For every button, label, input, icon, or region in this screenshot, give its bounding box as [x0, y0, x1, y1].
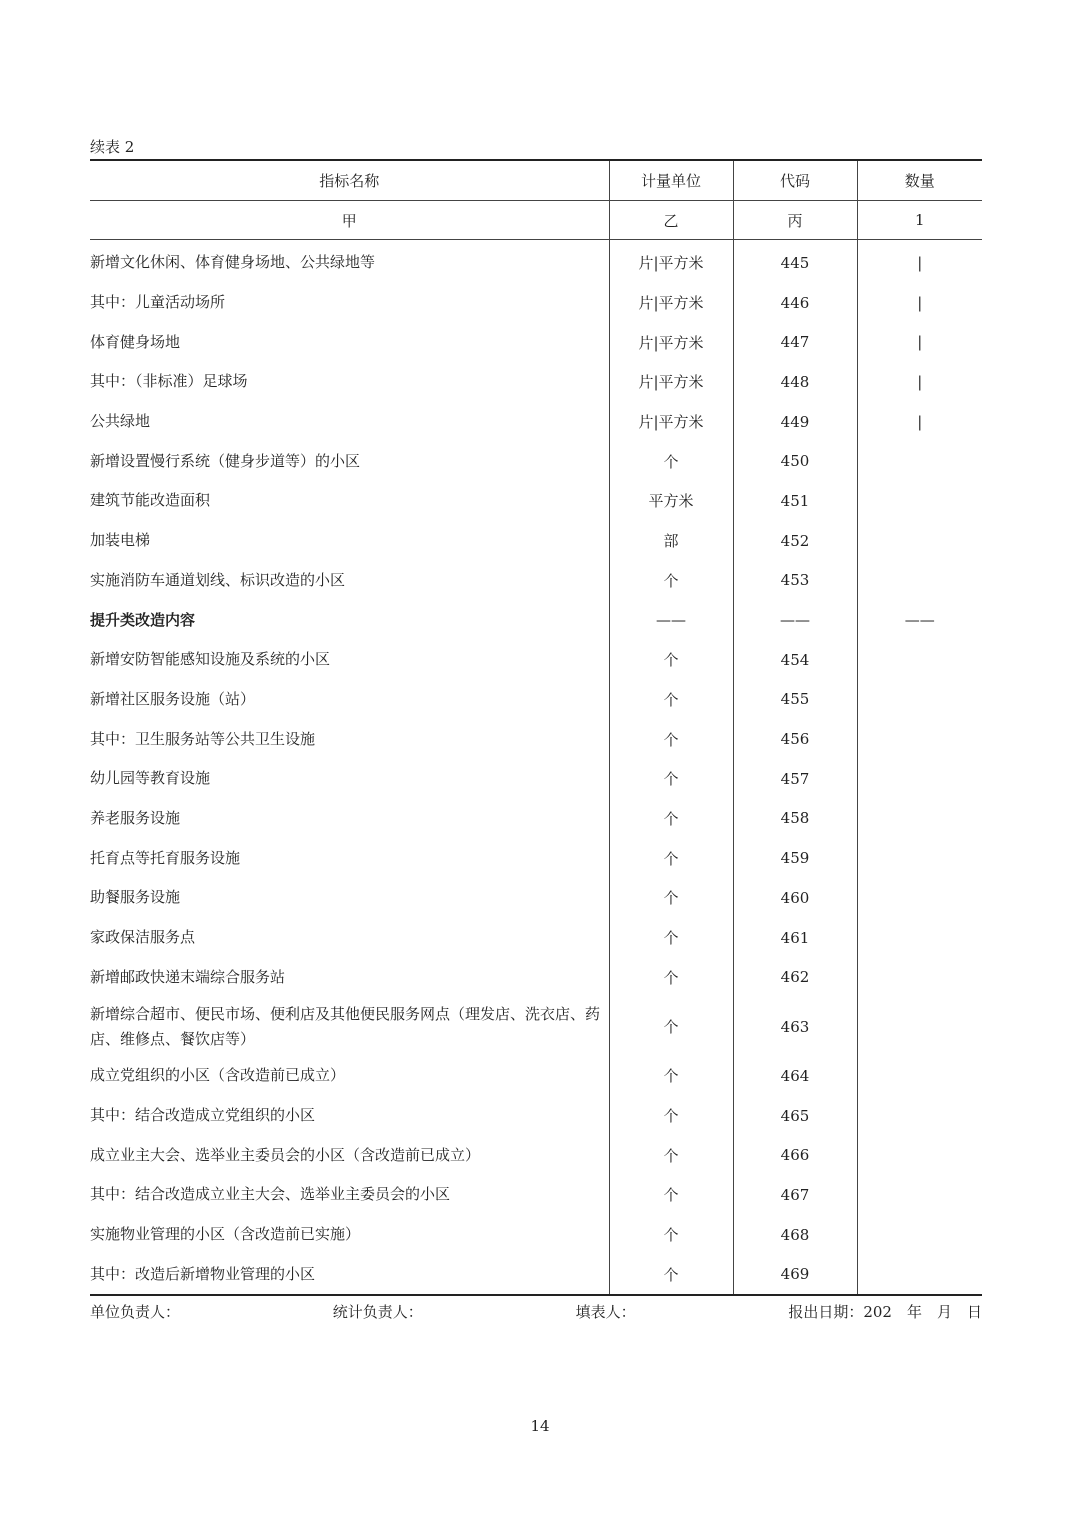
table-row: [90, 918, 982, 958]
row-unit: 个: [609, 878, 733, 918]
row-name: 新增邮政快递末端综合服务站: [90, 967, 286, 986]
row-code: 450: [733, 441, 857, 481]
table-row: [90, 521, 982, 561]
row-name: 加装电梯: [90, 531, 151, 550]
table-row: [90, 561, 982, 601]
row-code: 453: [733, 561, 857, 601]
row-unit: 个: [609, 838, 733, 878]
row-name: 新增文化休闲、体育健身场地、公共绿地等: [90, 253, 376, 272]
row-unit: 部: [609, 521, 733, 561]
row-name: 实施物业管理的小区（含改造前已实施）: [90, 1225, 361, 1244]
row-code: ——: [733, 600, 857, 640]
row-name: 养老服务设施: [90, 808, 181, 827]
row-code: 467: [733, 1175, 857, 1215]
table-row: [90, 322, 982, 362]
row-unit: 个: [609, 1096, 733, 1136]
row-code: 447: [733, 322, 857, 362]
row-unit: 个: [609, 1135, 733, 1175]
row-code: 455: [733, 680, 857, 720]
row-name: 其中：（非标准）足球场: [90, 372, 248, 391]
table-row: [90, 878, 982, 918]
filler-label: 填表人：: [575, 1303, 636, 1322]
table-row: [90, 283, 982, 323]
row-code: 454: [733, 640, 857, 680]
col-sub-unit: 乙: [609, 201, 733, 240]
row-unit: 个: [609, 561, 733, 601]
row-quantity: [857, 561, 982, 601]
table-row: [90, 1056, 982, 1096]
row-quantity: [857, 640, 982, 680]
page-number: 14: [530, 1417, 550, 1435]
row-quantity: [857, 719, 982, 759]
col-header-unit: 计量单位: [609, 160, 733, 201]
row-quantity: [857, 1096, 982, 1136]
row-quantity: [857, 481, 982, 521]
row-name: 家政保洁服务点: [90, 928, 196, 947]
row-unit: 个: [609, 441, 733, 481]
table-row: [90, 1215, 982, 1255]
row-unit: 片|平方米: [609, 362, 733, 402]
table-row: [90, 240, 982, 283]
row-quantity: [857, 838, 982, 878]
section-title: 提升类改造内容: [90, 610, 196, 629]
row-unit: 个: [609, 1056, 733, 1096]
col-header-code: 代码: [733, 160, 857, 201]
header-row: [90, 160, 982, 201]
row-quantity: |: [857, 240, 982, 283]
row-name: 新增社区服务设施（站）: [90, 689, 256, 708]
row-unit: 个: [609, 1255, 733, 1296]
table-caption: 续表 2: [90, 138, 135, 156]
report-date-label: 报出日期：202 年 月 日: [788, 1303, 982, 1322]
indicator-table: [90, 159, 982, 1296]
row-unit: 平方米: [609, 481, 733, 521]
row-unit: 个: [609, 997, 733, 1056]
row-code: 449: [733, 402, 857, 442]
row-code: 459: [733, 838, 857, 878]
row-name: 成立业主大会、选举业主委员会的小区（含改造前已成立）: [90, 1145, 481, 1164]
row-name: 实施消防车通道划线、标识改造的小区: [90, 570, 346, 589]
row-code: 466: [733, 1135, 857, 1175]
row-unit: 个: [609, 640, 733, 680]
row-unit: 个: [609, 918, 733, 958]
row-name: 新增安防智能感知设施及系统的小区: [90, 650, 331, 669]
row-quantity: [857, 521, 982, 561]
row-code: 469: [733, 1255, 857, 1296]
table-row: [90, 759, 982, 799]
row-quantity: |: [857, 402, 982, 442]
row-quantity: [857, 1175, 982, 1215]
stat-head-label: 统计负责人：: [332, 1303, 423, 1322]
row-code: 448: [733, 362, 857, 402]
row-code: 456: [733, 719, 857, 759]
row-quantity: [857, 918, 982, 958]
table-row: [90, 838, 982, 878]
row-name: 公共绿地: [90, 412, 151, 431]
row-code: 451: [733, 481, 857, 521]
table-row: [90, 1096, 982, 1136]
table-row: [90, 997, 982, 1056]
table-row: [90, 362, 982, 402]
report-page: [90, 135, 982, 1324]
row-quantity: |: [857, 322, 982, 362]
row-name: 新增设置慢行系统（健身步道等）的小区: [90, 451, 361, 470]
col-header-quantity: 数量: [857, 160, 982, 201]
table-row: [90, 1255, 982, 1296]
table-row: [90, 719, 982, 759]
row-quantity: [857, 441, 982, 481]
row-name: 新增综合超市、便民市场、便利店及其他便民服务网点（理发店、洗衣店、药店、维修点、餐饮店等）: [90, 1004, 601, 1048]
row-code: 464: [733, 1056, 857, 1096]
row-code: 460: [733, 878, 857, 918]
row-name: 托育点等托育服务设施: [90, 848, 241, 867]
row-unit: 个: [609, 957, 733, 997]
row-unit: 个: [609, 680, 733, 720]
row-code: 446: [733, 283, 857, 323]
row-unit: 片|平方米: [609, 240, 733, 283]
row-unit: 个: [609, 799, 733, 839]
row-quantity: [857, 759, 982, 799]
unit-head-label: 单位负责人：: [90, 1303, 181, 1322]
row-quantity: |: [857, 362, 982, 402]
table-row: [90, 481, 982, 521]
row-quantity: [857, 878, 982, 918]
row-quantity: [857, 997, 982, 1056]
row-quantity: [857, 1135, 982, 1175]
row-name: 其中：儿童活动场所: [90, 293, 226, 312]
table-row: [90, 957, 982, 997]
row-code: 465: [733, 1096, 857, 1136]
table-row: [90, 402, 982, 442]
table-row: [90, 799, 982, 839]
row-name: 成立党组织的小区（含改造前已成立）: [90, 1066, 346, 1085]
col-sub-name: 甲: [90, 201, 609, 240]
row-quantity: [857, 957, 982, 997]
row-unit: 个: [609, 1175, 733, 1215]
row-name: 建筑节能改造面积: [90, 491, 211, 510]
table-row: [90, 680, 982, 720]
row-code: 445: [733, 240, 857, 283]
row-code: 462: [733, 957, 857, 997]
row-code: 463: [733, 997, 857, 1056]
row-name: 体育健身场地: [90, 332, 181, 351]
col-sub-code: 丙: [733, 201, 857, 240]
row-name: 其中：卫生服务站等公共卫生设施: [90, 729, 316, 748]
row-code: 458: [733, 799, 857, 839]
table-row: [90, 441, 982, 481]
row-quantity: [857, 680, 982, 720]
row-unit: 片|平方米: [609, 402, 733, 442]
col-header-name: 指标名称: [90, 160, 609, 201]
row-quantity: |: [857, 283, 982, 323]
row-unit: 个: [609, 1215, 733, 1255]
row-quantity: [857, 1056, 982, 1096]
row-code: 461: [733, 918, 857, 958]
section-row: [90, 600, 982, 640]
table-row: [90, 1175, 982, 1215]
signature-footer: [90, 1300, 982, 1324]
row-unit: 个: [609, 759, 733, 799]
row-unit: ——: [609, 600, 733, 640]
row-quantity: [857, 799, 982, 839]
row-code: 452: [733, 521, 857, 561]
row-unit: 片|平方米: [609, 322, 733, 362]
row-name: 幼儿园等教育设施: [90, 769, 211, 788]
row-quantity: [857, 1255, 982, 1296]
row-unit: 个: [609, 719, 733, 759]
row-name: 其中：改造后新增物业管理的小区: [90, 1255, 609, 1296]
row-unit: 片|平方米: [609, 283, 733, 323]
row-name: 助餐服务设施: [90, 888, 181, 907]
row-code: 457: [733, 759, 857, 799]
row-name: 其中：结合改造成立党组织的小区: [90, 1106, 316, 1125]
table-row: [90, 1135, 982, 1175]
row-code: 468: [733, 1215, 857, 1255]
row-quantity: ——: [857, 600, 982, 640]
table-row: [90, 640, 982, 680]
col-sub-quantity: 1: [857, 201, 982, 240]
row-name: 其中：结合改造成立业主大会、选举业主委员会的小区: [90, 1185, 451, 1204]
header-subrow: [90, 201, 982, 240]
row-quantity: [857, 1215, 982, 1255]
